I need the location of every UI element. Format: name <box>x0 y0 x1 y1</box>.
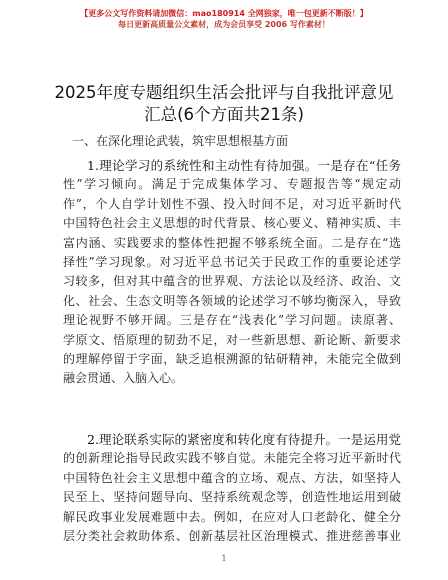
paragraph-line: 性”学习倾向。满足于完成集体学习、专题报告等“规定动 <box>63 177 401 192</box>
paragraph-line: 习较多，但对其中蕴含的世界观、方法论以及经济、政治、文 <box>63 274 401 289</box>
paragraph-line: 理论视野不够开阔。三是存在“浅表化”学习问题。读原著、 <box>63 313 401 328</box>
paragraph-line: 2.理论联系实际的紧密度和转化度有待提升。一是运用党 <box>87 432 401 447</box>
section-heading: 一、在深化理论武装，筑牢思想根基方面 <box>72 134 289 148</box>
paragraph-2 <box>63 430 401 546</box>
title-line-1: 2025年度专题组织生活会批评与自我批评意见 <box>54 83 394 102</box>
paragraph-line: 的创新理论指导民政实践不够自觉。未能完全将习近平新时代 <box>63 451 401 466</box>
paragraph-line: 富内涵、实践要求的整体性把握不够系统全面。二是存在“选 <box>63 235 401 250</box>
paragraph-line: 学原文、悟原理的韧劲不足，对一些新思想、新论断、新要求 <box>63 332 401 347</box>
paragraph-1 <box>63 156 401 389</box>
paragraph-line: 融会贯通、入脑入心。 <box>63 371 184 386</box>
paragraph-line: 1.理论学习的系统性和主动性有待加强。一是存在“任务 <box>87 158 401 173</box>
paragraph-line: 解民政事业发展难题中去。例如，在应对人口老龄化、健全分 <box>63 509 401 524</box>
paragraph-line: 中国特色社会主义思想中蕴含的立场、观点、方法，如坚持人 <box>63 470 401 485</box>
page-number: 1 <box>221 554 227 563</box>
paragraph-line: 层分类社会救助体系、创新基层社区治理模式、推进慈善事业 <box>63 529 401 544</box>
paragraph-line: 作”，个人自学计划性不强、投入时间不足，对习近平新时代 <box>63 196 401 211</box>
banner-subtitle-line: 每日更新高质量公文素材，成为会员享受 2006 写作素材！ <box>118 20 330 29</box>
header-banner <box>0 8 448 30</box>
banner-promo-line: 【更多公文写作资料请加微信：mao180914 全网独家，唯一包更新不断版！】 <box>80 9 368 18</box>
paragraph-line: 化、社会、生态文明等各领域的论述学习不够均衡深入，导致 <box>63 293 401 308</box>
paragraph-line: 的理解停留于字面，缺乏追根溯源的钻研精神，未能完全做到 <box>63 352 401 367</box>
paragraph-line: 择性”学习现象。对习近平总书记关于民政工作的重要论述学 <box>63 255 401 270</box>
paragraph-line: 民至上、坚持问题导向、坚持系统观念等，创造性地运用到破 <box>63 490 401 505</box>
paragraph-line: 中国特色社会主义思想的时代背景、核心要义、精神实质、丰 <box>63 216 401 231</box>
document-title <box>40 82 408 126</box>
title-line-2: 汇总(6个方面共21条) <box>144 105 304 124</box>
